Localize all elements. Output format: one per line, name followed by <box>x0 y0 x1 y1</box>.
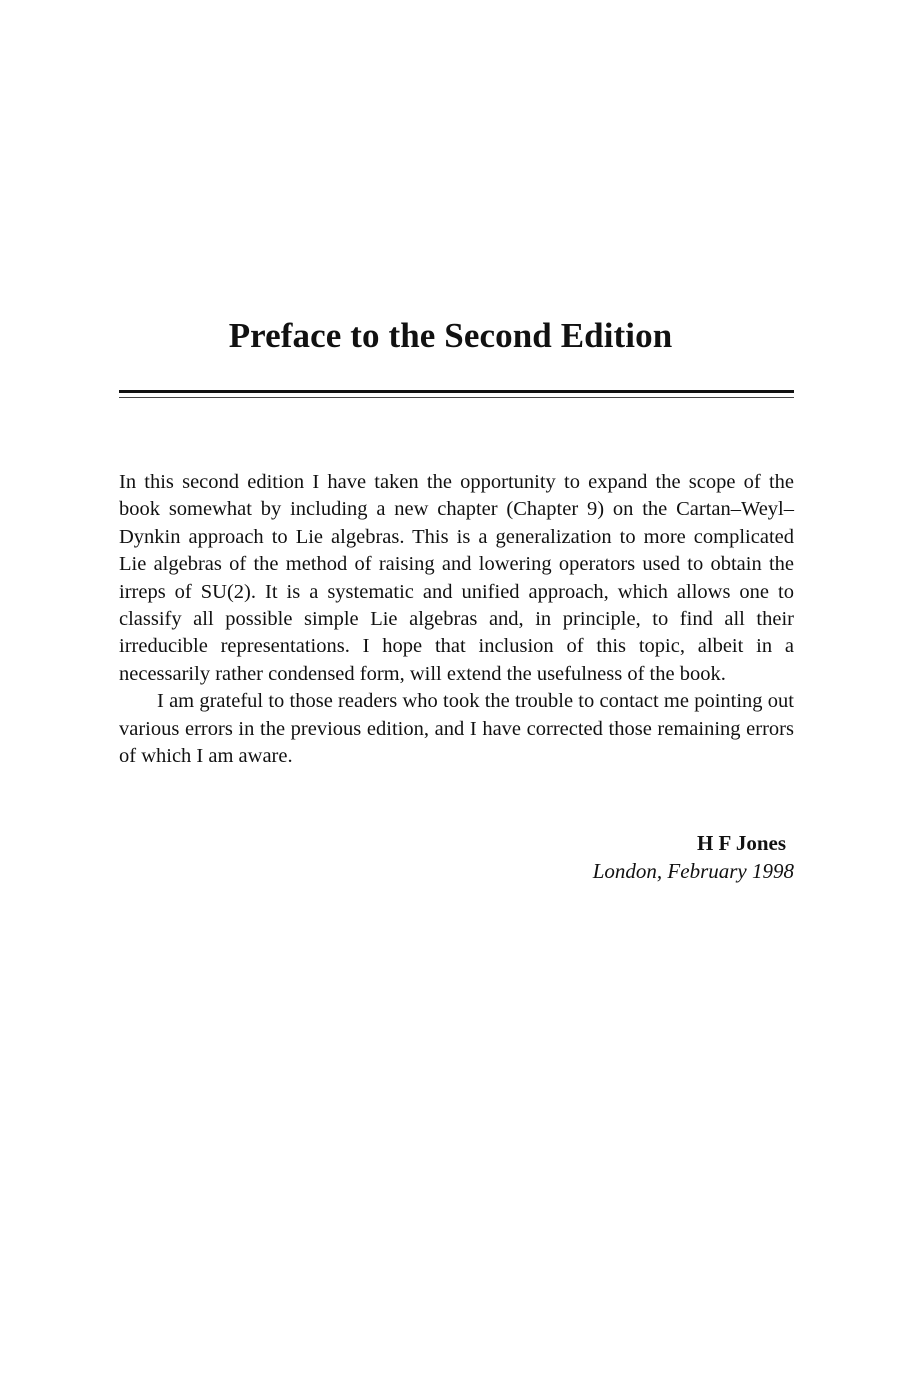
page-title: Preface to the Second Edition <box>228 316 673 355</box>
paragraph-1: In this second edition I have taken the opportunity to expand the scope of the book somewhat by including a new chapter (Chapter 9) on the Cartan–Weyl–Dynkin approach to Lie algebras. This is a generalization to more complicated Lie algebras of the method of raising and lowering operators used to obtain the irreps of SU(2). It is a systematic and unified approach, which allows one to classify all possible simple Lie algebras and, in principle, to find all their irreducible representations. I hope that inclusion of this topic, albeit in a necessarily rather condensed form, will extend the usefulness of the book. <box>119 471 794 685</box>
place-date: London, February 1998 <box>592 859 794 883</box>
signature-block <box>500 829 794 885</box>
preface-body <box>119 469 794 770</box>
paragraph-2: I am grateful to those readers who took the trouble to contact me pointing out various errors in the previous edition, and I have corrected those remaining errors of which I am aware. <box>119 690 794 768</box>
divider-thin-line <box>119 397 794 398</box>
author-name: H F Jones <box>696 831 786 855</box>
title-divider <box>119 388 794 402</box>
divider-thick-line <box>119 390 794 393</box>
